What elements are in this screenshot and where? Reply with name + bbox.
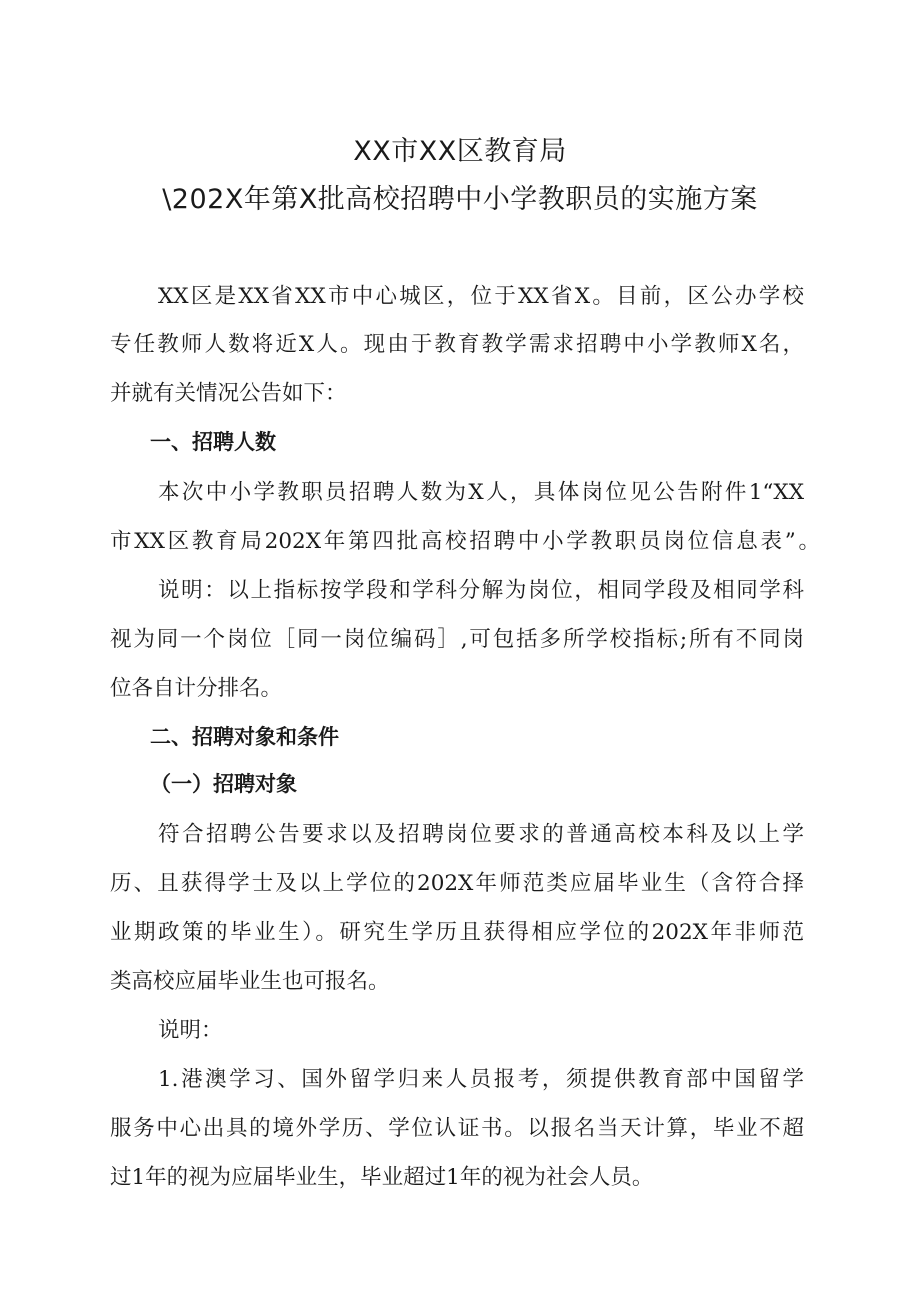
intro-line-2: 专任教师人数将近X人。现由于教育教学需求招聘中小学教师X名， <box>110 332 804 357</box>
section-2-heading: 二、招聘对象和条件 <box>150 725 339 749</box>
subsection-1-para-line-2: 历、且获得学士及以上学位的202X年师范类应届毕业生（含符合择 <box>110 871 804 896</box>
intro-line-3: 并就有关情况公告如下： <box>110 381 347 406</box>
section-1-heading: 一、招聘人数 <box>150 430 276 454</box>
subsection-1-heading: （一）招聘对象 <box>150 772 297 796</box>
subsection-1-para-line-3: 业期政策的毕业生）。研究生学历且获得相应学位的202X年非师范 <box>110 920 804 945</box>
document-title-line-2: \202X年第X批高校招聘中小学教职员的实施方案 <box>162 184 758 215</box>
note-1-line-1: 1.港澳学习、国外留学归来人员报考，须提供教育部中国留学 <box>158 1067 804 1092</box>
section-1-para-2-line-3: 位各自计分排名。 <box>110 676 283 701</box>
section-1-para-1-line-1: 本次中小学教职员招聘人数为X人，具体岗位见公告附件1“XX <box>158 480 804 505</box>
note-label: 说明： <box>158 1018 223 1043</box>
section-1-para-2-line-2: 视为同一个岗位［同一岗位编码］,可包括多所学校指标;所有不同岗 <box>110 627 804 652</box>
section-1-para-2-line-1: 说明：以上指标按学段和学科分解为岗位，相同学段及相同学科 <box>158 578 804 603</box>
document-title-line-1: XX市XX区教育局 <box>353 136 567 167</box>
intro-line-1: XX区是XX省XX市中心城区，位于XX省X。目前，区公办学校 <box>158 284 804 309</box>
section-1-para-1-line-2: 市XX区教育局202X年第四批高校招聘中小学教职员岗位信息表”。 <box>110 529 820 554</box>
subsection-1-para-line-4: 类高校应届毕业生也可报名。 <box>110 969 390 994</box>
subsection-1-para-line-1: 符合招聘公告要求以及招聘岗位要求的普通高校本科及以上学 <box>158 822 804 847</box>
note-1-line-3: 过1年的视为应届毕业生，毕业超过1年的视为社会人员。 <box>110 1165 654 1190</box>
note-1-line-2: 服务中心出具的境外学历、学位认证书。以报名当天计算，毕业不超 <box>110 1116 804 1141</box>
